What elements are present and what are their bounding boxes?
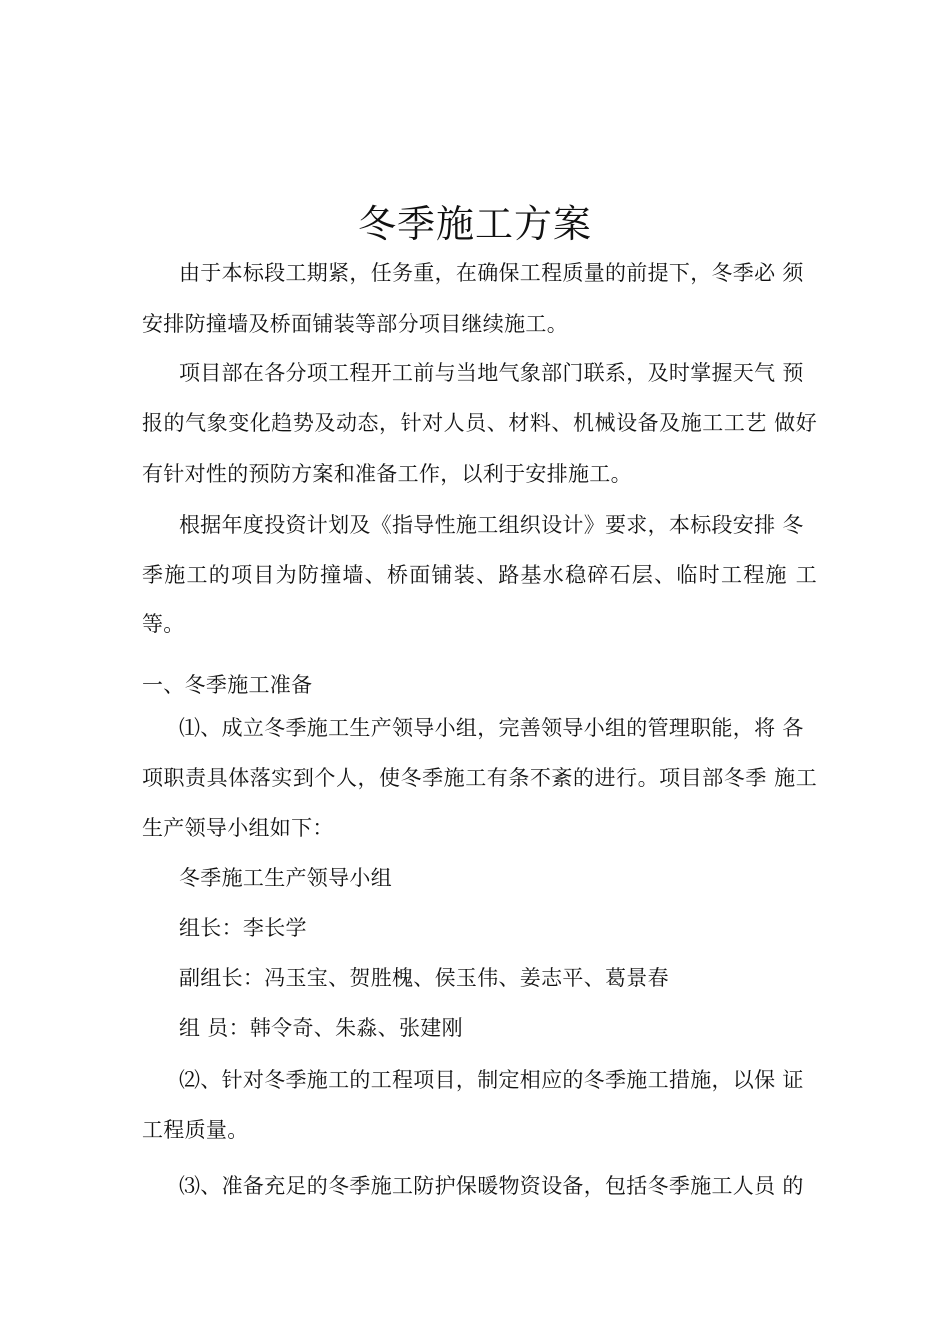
paragraph-line: 安排防撞墙及桥面铺装等部分项目继续施工。: [142, 312, 568, 336]
paragraph-line: 项目部在各分项工程开工前与当地气象部门联系，及时掌握天气 预: [179, 361, 804, 385]
list-item-line: 工程质量。: [142, 1118, 249, 1142]
group-title: 冬季施工生产领导小组: [179, 866, 392, 890]
list-item-line: ⑴、成立冬季施工生产领导小组，完善领导小组的管理职能，将 各: [179, 716, 804, 740]
paragraph-line: 根据年度投资计划及《指导性施工组织设计》要求，本标段安排 冬: [179, 513, 804, 537]
list-item-line: ⑵、针对冬季施工的工程项目，制定相应的冬季施工措施，以保 证: [179, 1068, 804, 1092]
list-item-line: 生产领导小组如下：: [142, 816, 334, 840]
paragraph-line: 报的气象变化趋势及动态，针对人员、材料、机械设备及施工工艺 做好: [142, 411, 817, 435]
group-leader: 组长：李长学: [179, 916, 307, 940]
paragraph-line: 由于本标段工期紧，任务重，在确保工程质量的前提下，冬季必 须: [179, 261, 804, 285]
list-item-line: 项职责具体落实到个人，使冬季施工有条不紊的进行。项目部冬季 施工: [142, 766, 817, 790]
group-members: 组 员：韩令奇、朱淼、张建刚: [179, 1016, 463, 1040]
group-deputy-leaders: 副组长：冯玉宝、贺胜槐、侯玉伟、姜志平、葛景春: [179, 966, 669, 990]
paragraph-line: 季施工的项目为防撞墙、桥面铺装、路基水稳碎石层、临时工程施 工: [142, 563, 817, 587]
paragraph-line: 等。: [142, 612, 185, 636]
paragraph-line: 有针对性的预防方案和准备工作，以利于安排施工。: [142, 462, 632, 486]
section-heading: 一、冬季施工准备: [142, 673, 313, 697]
list-item-line: ⑶、准备充足的冬季施工防护保暖物资设备，包括冬季施工人员 的: [179, 1174, 804, 1198]
document-title: 冬季施工方案: [357, 202, 592, 246]
